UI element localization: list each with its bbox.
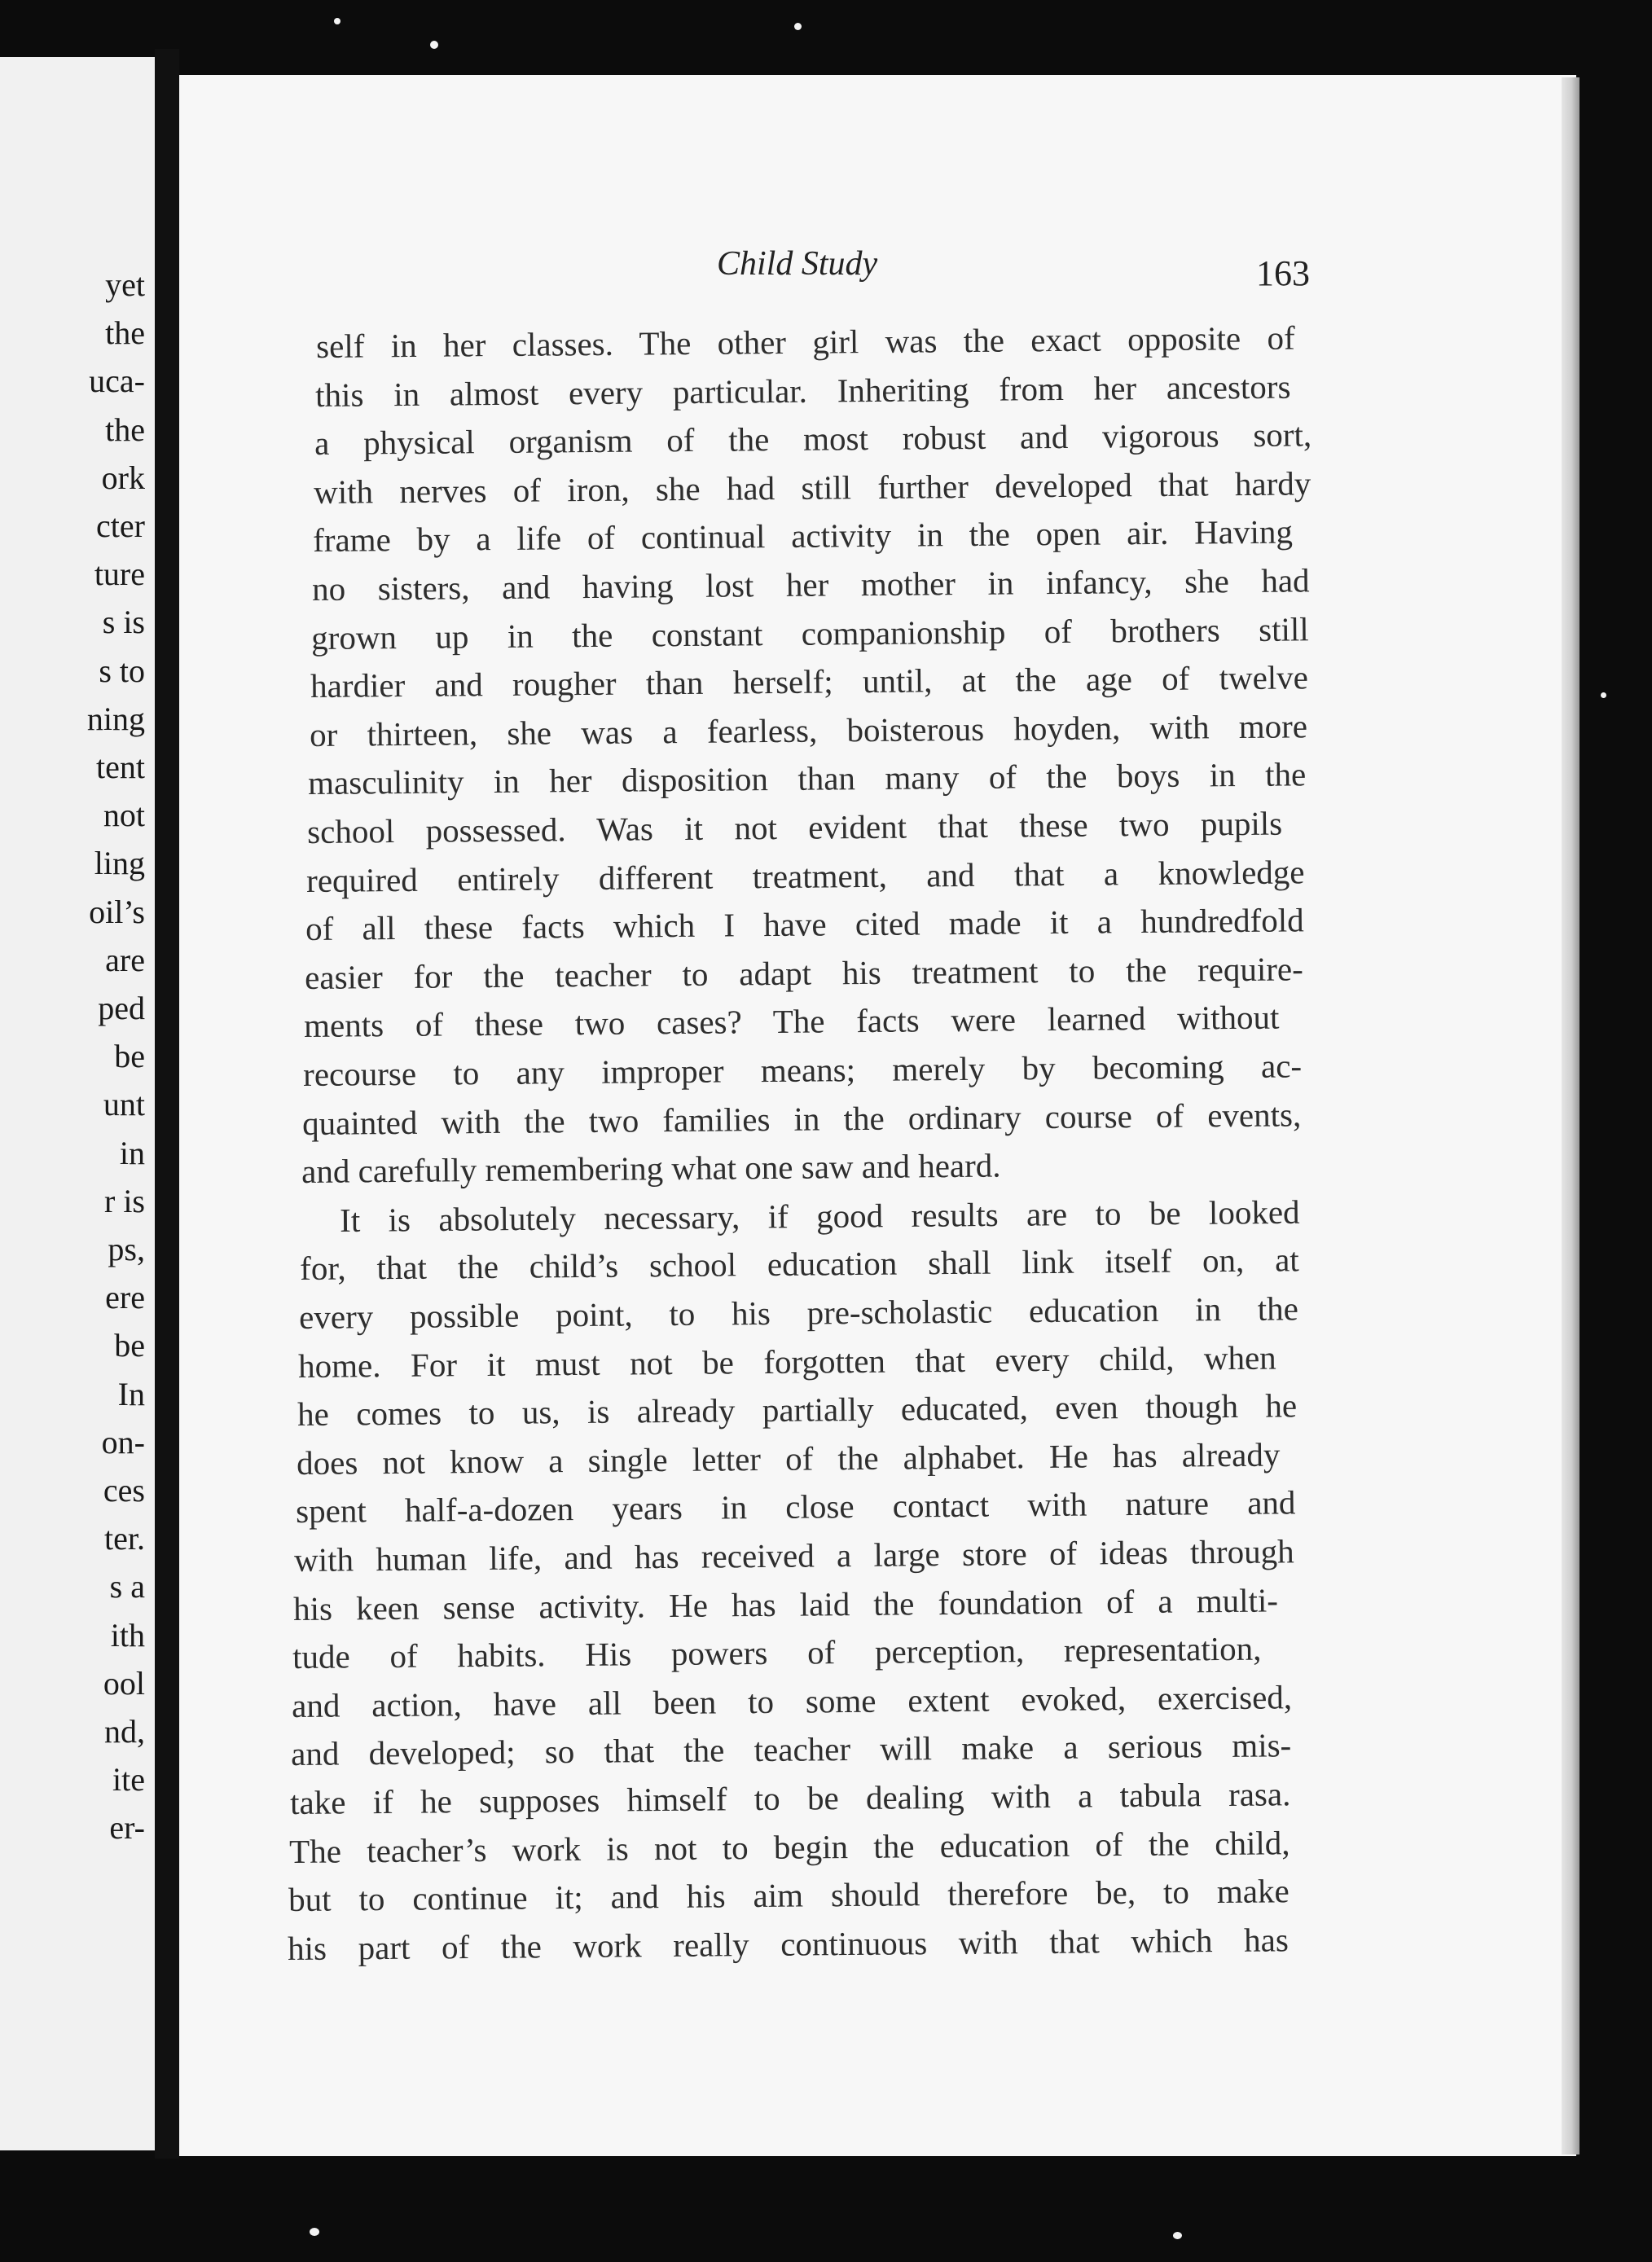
dust-speck [794, 23, 802, 30]
left-page-fragment: ere [105, 1279, 145, 1316]
dust-speck [334, 18, 341, 24]
paragraph-first-line: It is absolutely necessary, if good results are to be looked [339, 1192, 1300, 1239]
body-line: with nerves of iron, she had still further developed that hardy [313, 464, 1311, 511]
left-page-fragment: the [105, 411, 145, 448]
body-line: does not know a single letter of the alphabet. He has already [296, 1435, 1281, 1482]
body-line: spent half-a-dozen years in close contact with nature and [295, 1483, 1296, 1531]
body-line: and carefully remembering what one saw and heard. [301, 1146, 1001, 1191]
left-page-fragment: ith [110, 1616, 145, 1654]
dust-speck [1601, 692, 1606, 698]
body-line: school possessed. Was it not evident that these two pupils [307, 804, 1283, 850]
body-line: every possible point, to his pre-scholastic education in the [298, 1289, 1298, 1336]
left-page-fragment: In [117, 1375, 145, 1412]
left-page-fragment: r is [104, 1182, 145, 1219]
left-page-fragment: be [114, 1327, 145, 1364]
body-line: for, that the child’s school education shall link itself on, at [299, 1241, 1299, 1288]
left-page-fragment: yet [105, 266, 145, 303]
body-line: and action, have all been to some extent evoked, exercised, [292, 1678, 1293, 1724]
dust-speck [310, 2228, 319, 2236]
body-line: with human life, and has received a large store of ideas through [294, 1532, 1295, 1579]
left-page-fragment: s is [102, 604, 145, 641]
body-line: quainted with the two families in the ordinary course of events, [301, 1095, 1302, 1142]
body-line: ments of these two cases? The facts were learned without [304, 998, 1280, 1045]
left-page-fragment: ces [103, 1472, 145, 1509]
left-page-fragment: ool [103, 1664, 145, 1702]
body-line: his part of the work really continuous with that which has [287, 1921, 1290, 1967]
running-head: Child Study [717, 245, 878, 283]
body-line: but to continue it; and his aim should therefore be, to make [288, 1872, 1290, 1919]
body-line: self in her classes. The other girl was the exact opposite of [315, 318, 1295, 365]
body-line: The teacher’s work is not to begin the education of the child, [289, 1823, 1290, 1870]
left-page-fragment: not [103, 797, 145, 834]
left-page-fragment: ning [86, 700, 145, 737]
page-number: 163 [1256, 253, 1310, 293]
body-line: hardier and rougher than herself; until, at the age of twelve [310, 658, 1308, 705]
body-line: take if he supposes himself to be dealing with a tabula rasa. [290, 1775, 1291, 1821]
left-page-fragment: unt [103, 1086, 145, 1123]
left-page-edge [0, 57, 155, 2150]
left-page-fragment: be [114, 1038, 145, 1075]
left-page-fragment: ling [94, 845, 145, 882]
body-line: recourse to any improper means; merely by becoming ac- [303, 1047, 1303, 1093]
left-page-fragment: the [105, 314, 145, 352]
body-line: frame by a life of continual activity in the open air. Having [312, 512, 1293, 560]
dust-speck [430, 41, 438, 49]
left-page-fragment: ture [94, 556, 145, 593]
body-line: tude of habits. His powers of perception, representation, [292, 1629, 1262, 1676]
left-page-fragment: s to [99, 652, 145, 689]
book-gutter [155, 49, 179, 2159]
page-edge-shadow [1562, 77, 1580, 2154]
body-line: this in almost every particular. Inheriting from her ancestors [314, 367, 1291, 414]
body-line: easier for the teacher to adapt his treatment to the require- [305, 950, 1304, 996]
left-page-fragment: oil’s [89, 893, 145, 930]
dust-speck [1173, 2232, 1182, 2239]
body-line: of all these facts which I have cited made it a hundredfold [305, 901, 1305, 948]
left-page-fragment: er- [109, 1809, 145, 1847]
body-line: grown up in the constant companionship of brothers still [310, 609, 1309, 657]
left-page-fragment: in [119, 1134, 145, 1171]
body-line: required entirely different treatment, and that a knowledge [306, 852, 1306, 899]
body-line: home. For it must not be forgotten that every child, when [297, 1338, 1276, 1385]
left-page-fragment: nd, [104, 1713, 145, 1750]
left-page-fragment: s a [109, 1568, 145, 1605]
left-page-fragment: ter. [104, 1520, 145, 1557]
left-page-fragment: uca- [89, 362, 145, 400]
body-line: a physical organism of the most robust and vigorous sort, [314, 415, 1312, 463]
left-page-fragment: ork [101, 459, 145, 496]
left-page-fragment: ped [98, 990, 145, 1026]
body-line: masculinity in her disposition than many of the boys in the [308, 755, 1307, 802]
left-page-fragment: ps, [108, 1231, 145, 1267]
body-line: he comes to us, is already partially educated, even though he [297, 1386, 1298, 1434]
left-page-fragment: are [105, 941, 145, 978]
body-line: or thirteen, she was a fearless, boisterous hoyden, with more [309, 707, 1307, 753]
body-line: and developed; so that the teacher will make a serious mis- [291, 1726, 1292, 1773]
left-page-fragment: tent [96, 749, 145, 785]
body-line: his keen sense activity. He has laid the foundation of a multi- [293, 1581, 1279, 1627]
left-page-fragment: ite [112, 1761, 145, 1799]
left-page-fragment: cter [96, 507, 145, 544]
left-page-fragment: on- [101, 1423, 145, 1460]
body-line: no sisters, and having lost her mother in infancy, she had [311, 561, 1310, 608]
